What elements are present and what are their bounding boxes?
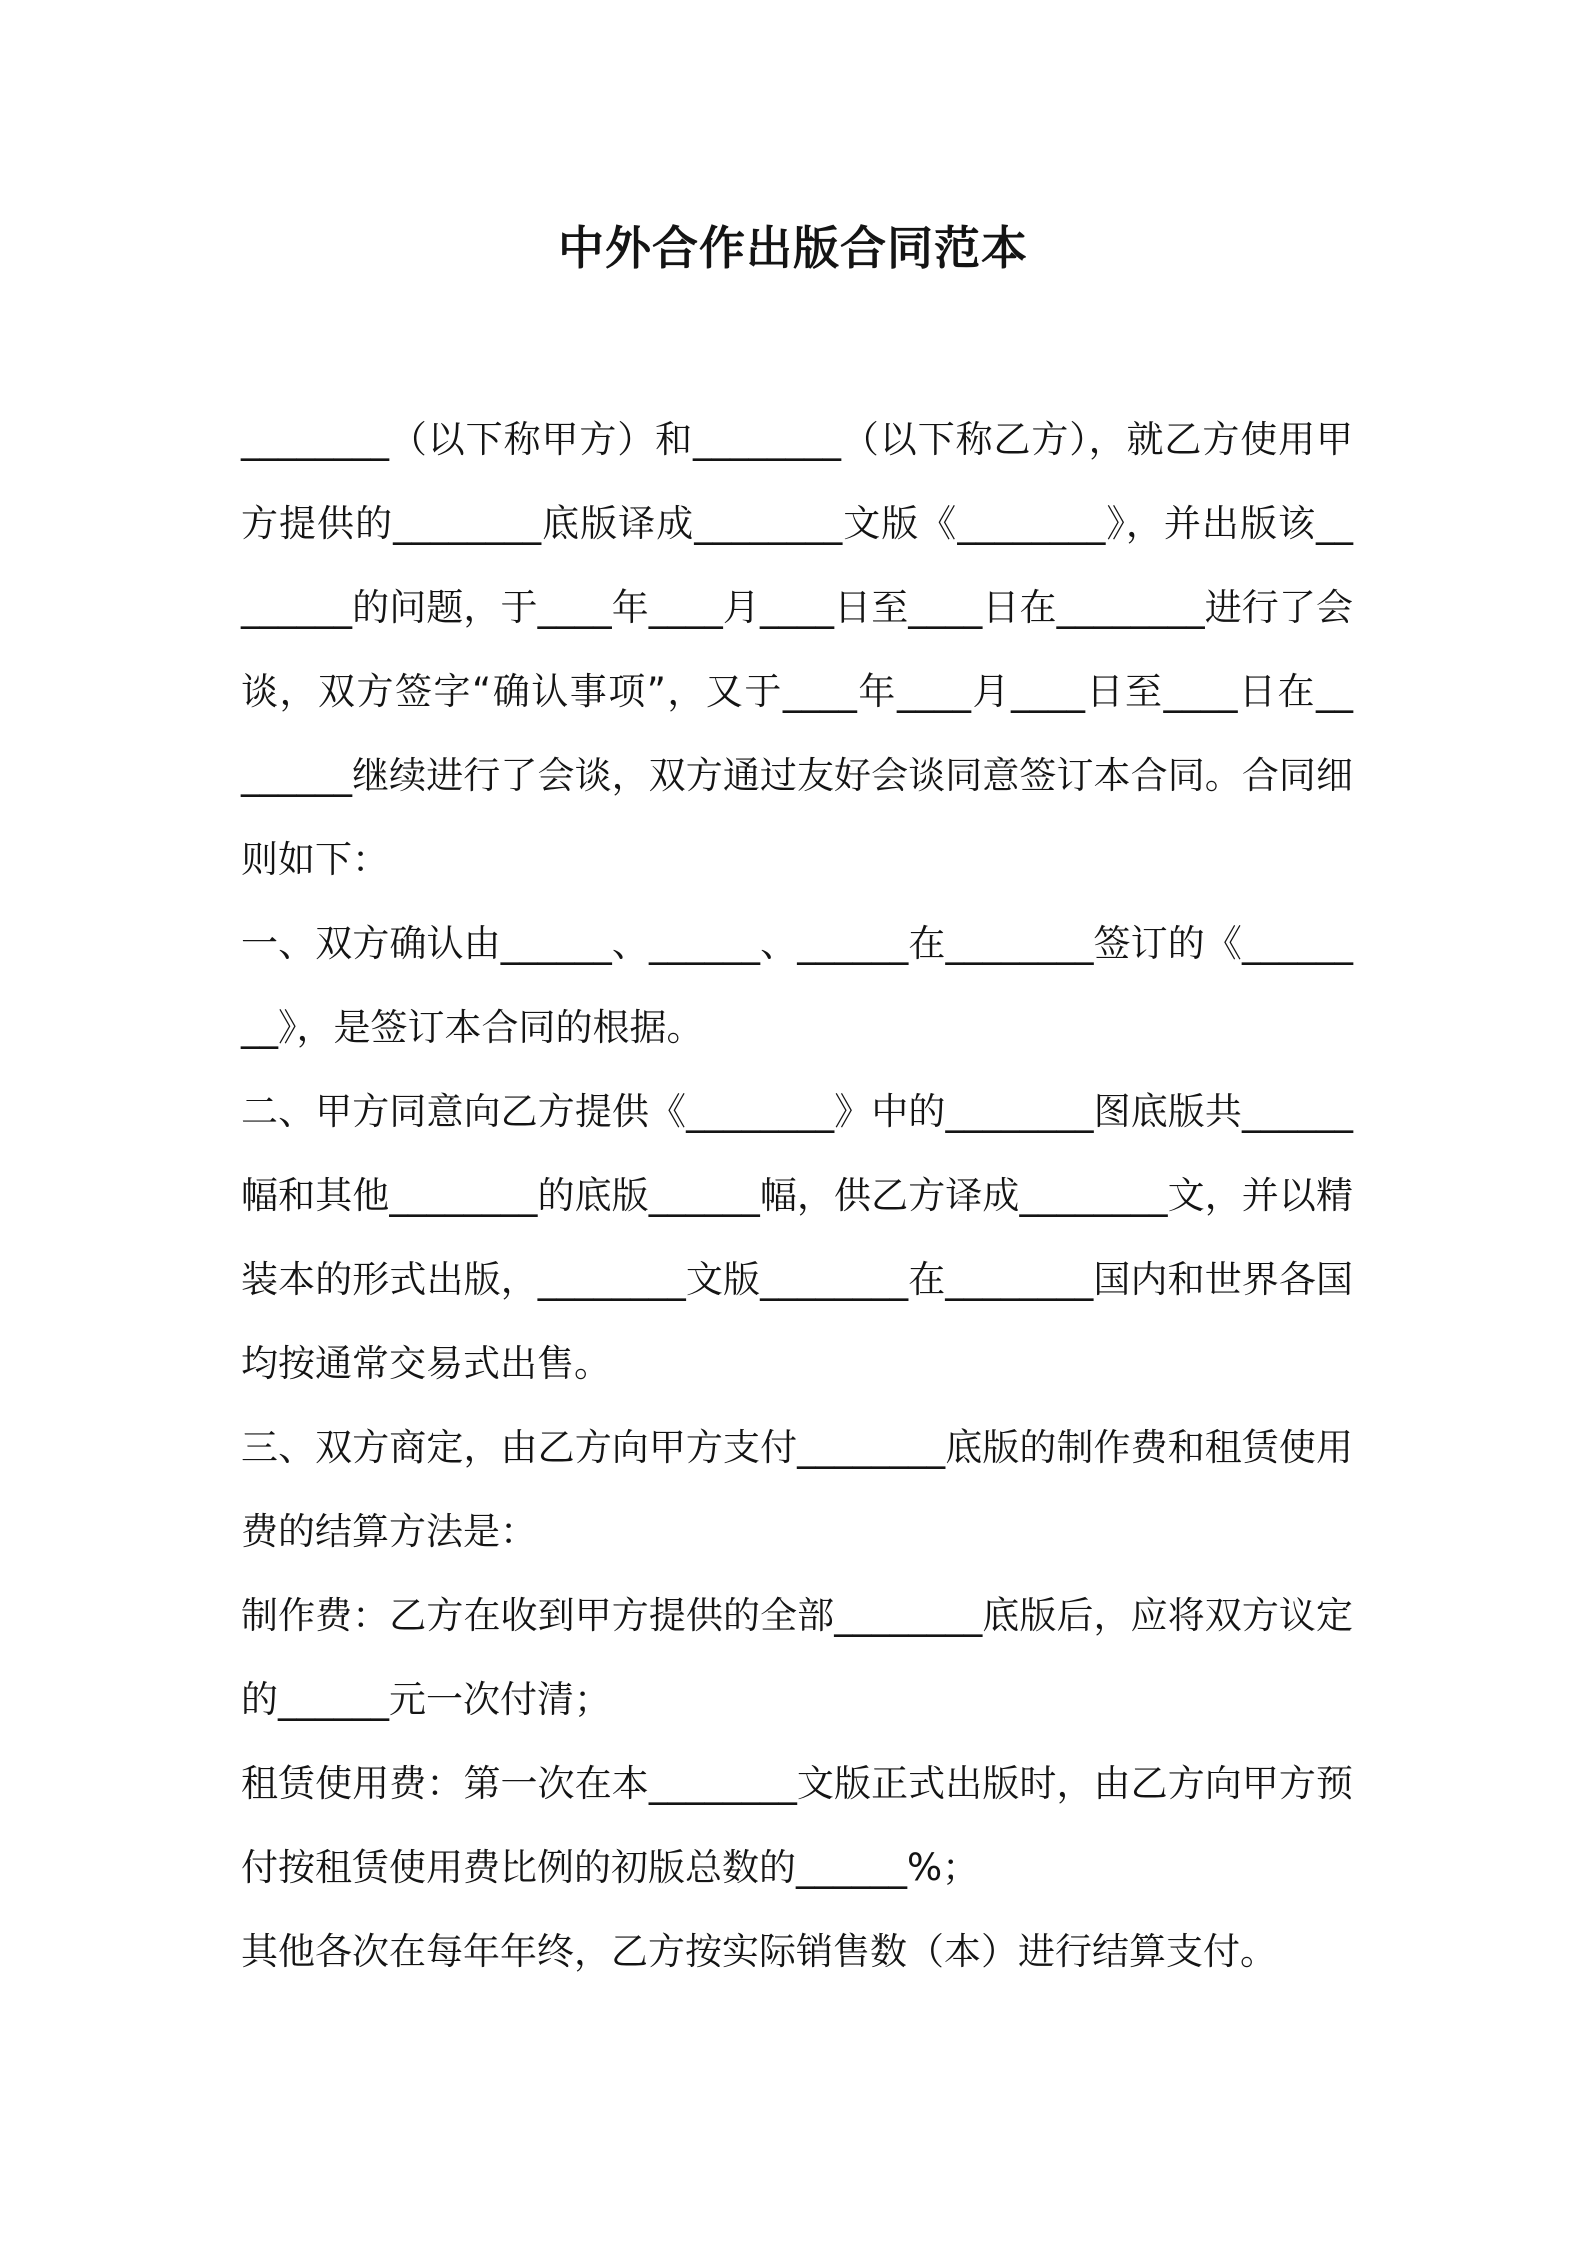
- contract-line: ______继续进行了会谈，双方通过友好会谈同意签订本合同。合同细: [241, 754, 1353, 797]
- contract-line: ______的问题，于____年____月____日至____日在________进行了会: [241, 586, 1353, 629]
- rental-fee-line: 付按租赁使用费比例的初版总数的______%；: [241, 1846, 980, 1889]
- clause-1-line: 一、双方确认由______、______、______在________签订的《______: [241, 922, 1353, 965]
- document-title: 中外合作出版合同范本: [558, 221, 1028, 275]
- production-fee-line: 制作费：乙方在收到甲方提供的全部________底版后，应将双方议定: [241, 1594, 1353, 1637]
- rental-fee-line: 租赁使用费：第一次在本________文版正式出版时，由乙方向甲方预: [241, 1762, 1353, 1805]
- production-fee-line: 的______元一次付清；: [241, 1678, 611, 1721]
- clause-1-line: __》，是签订本合同的根据。: [241, 1006, 704, 1049]
- clause-2-line: 装本的形式出版，________文版________在________国内和世界各国: [241, 1258, 1353, 1301]
- clause-2-line: 幅和其他________的底版______幅，供乙方译成________文，并以精: [241, 1174, 1353, 1217]
- clause-3-line: 费的结算方法是：: [241, 1510, 537, 1553]
- clause-2-line: 二、甲方同意向乙方提供《________》中的________图底版共______: [241, 1090, 1353, 1133]
- contract-line: 谈，双方签字“确认事项”，又于____年____月____日至____日在__: [241, 670, 1353, 713]
- contract-line: 则如下：: [241, 838, 389, 881]
- contract-line: ________（以下称甲方）和________（以下称乙方），就乙方使用甲: [241, 418, 1353, 461]
- settlement-line: 其他各次在每年年终，乙方按实际销售数（本）进行结算支付。: [241, 1930, 1277, 1973]
- contract-body: [241, 398, 1353, 1994]
- clause-2-line: 均按通常交易式出售。: [241, 1342, 611, 1385]
- clause-3-line: 三、双方商定，由乙方向甲方支付________底版的制作费和租赁使用: [241, 1426, 1353, 1469]
- contract-line: 方提供的________底版译成________文版《________》，并出版该__: [241, 502, 1353, 545]
